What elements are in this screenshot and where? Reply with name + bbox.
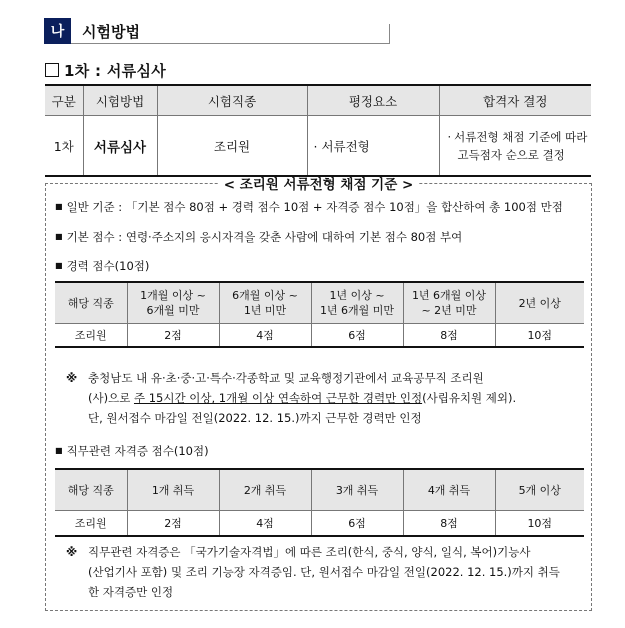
header-cell: 4개 취득 [403,469,495,511]
bullet-square-icon: ■ [55,446,63,455]
note-line-2 [88,388,586,408]
note-line-2: (산업기사 포함) 및 조리 기능장 자격증임. 단, 원서접수 마감일 전일(2022. 12. 15.)까지 취득 [88,565,560,579]
cell: 10점 [495,511,584,537]
cell: 10점 [495,324,584,348]
general-criteria-text: 일반 기준 : 「기본 점수 80점 + 경력 점수 10점 + 자격증 점수 10점」을 합산하여 총 100점 만점 [66,200,563,214]
header-cell: 2년 이상 [495,282,584,324]
general-criteria-line [55,199,563,215]
cell: 조리원 [55,511,127,537]
header-cell [311,282,403,324]
header-cell [127,282,219,324]
stage-title-text: 1차 : 서류심사 [64,62,167,80]
header-line: 1년 미만 [243,304,287,317]
cell: 2점 [127,511,219,537]
header-line: 6개월 미만 [146,304,200,317]
note-line-1: 충청남도 내 유·초·중·고·특수·각종학교 및 교육행정기관에서 교육공무직 조리원 [88,371,484,385]
note-text: (사립유치원 제외). [422,391,517,405]
license-title-text: 직무관련 자격증 점수(10점) [66,444,209,458]
note-mark: ※ [66,545,78,559]
header-cell: 해당 직종 [55,282,127,324]
header-cell: 3개 취득 [311,469,403,511]
cell: 8점 [403,511,495,537]
note-body [88,542,586,602]
section-underline [71,43,390,44]
header-line: ~ 2년 미만 [421,304,477,317]
job-cell: 조리원 [157,116,307,177]
checkbox-square-icon [45,63,59,77]
header-cell [403,282,495,324]
bullet-square-icon: ■ [55,261,63,270]
header-line: 1개월 이상 ~ [140,289,206,302]
stage-cell: 1차 [45,116,83,177]
header-cell: 2개 취득 [219,469,311,511]
bullet: · [447,129,452,144]
header-cell: 시험직종 [157,85,307,116]
cell: 4점 [219,324,311,348]
career-title-text: 경력 점수(10점) [66,259,150,273]
header-line: 1년 이상 ~ [329,289,385,302]
header-line: 6개월 이상 ~ [232,289,298,302]
bullet-square-icon: ■ [55,232,63,241]
header-line: 1년 6개월 이상 [411,289,487,302]
basic-score-line [55,229,462,245]
criteria-box [45,177,592,611]
cell: 2점 [127,324,219,348]
pass-line-2: 고득점자 순으로 결정 [457,147,565,162]
table-row [45,116,591,177]
cell: 6점 [311,324,403,348]
stage-title [45,60,166,81]
header-cell: 5개 이상 [495,469,584,511]
license-note [66,542,586,602]
note-line-3: 한 자격증만 인정 [88,585,174,599]
license-score-table [55,468,584,537]
note-line-1: 직무관련 자격증은 「국가기술자격법」에 따른 조리(한식, 중식, 양식, 일식, 복어)기능사 [88,545,531,559]
note-body [88,368,586,428]
criteria-title-text: < 조리원 서류전형 채점 기준 > [218,177,420,193]
cell: 8점 [403,324,495,348]
factor-cell: · 서류전형 [307,116,439,177]
header-cell: 해당 직종 [55,469,127,511]
basic-score-text: 기본 점수 : 연령·주소지의 응시자격을 갖춘 사람에 대하여 기본 점수 80점 부여 [66,230,463,244]
table-header-row [45,85,591,116]
table-row [55,324,584,348]
section-badge: 나 [44,18,71,44]
pass-decision-cell [439,116,591,177]
exam-method-table [45,84,591,177]
table-header-row [55,282,584,324]
note-line-3: 단, 원서접수 마감일 전일(2022. 12. 15.)까지 근무한 경력만 인정 [88,411,422,425]
header-cell: 평정요소 [307,85,439,116]
section-header [44,18,390,44]
section-title: 시험방법 [82,23,140,41]
note-underlined-text: 주 15시간 이상, 1개월 이상 연속하여 근무한 경력만 인정 [133,391,423,405]
table-row [55,511,584,537]
bullet-square-icon: ■ [55,202,63,211]
header-line: 1년 6개월 미만 [319,304,395,317]
note-text: (사)으로 [88,391,134,405]
header-cell [219,282,311,324]
career-score-table [55,281,584,348]
method-cell: 서류심사 [83,116,157,177]
pass-line-1: 서류전형 채점 기준에 따라 [454,129,588,144]
cell: 4점 [219,511,311,537]
header-cell: 시험방법 [83,85,157,116]
note-mark: ※ [66,371,78,385]
cell: 조리원 [55,324,127,348]
career-title-line [55,258,149,274]
header-cell: 1개 취득 [127,469,219,511]
section-right-rule [389,24,390,44]
table-header-row [55,469,584,511]
cell: 6점 [311,511,403,537]
criteria-title [46,173,591,193]
header-cell: 구분 [45,85,83,116]
header-cell: 합격자 결정 [439,85,591,116]
license-title-line [55,443,209,459]
career-note [66,368,586,428]
